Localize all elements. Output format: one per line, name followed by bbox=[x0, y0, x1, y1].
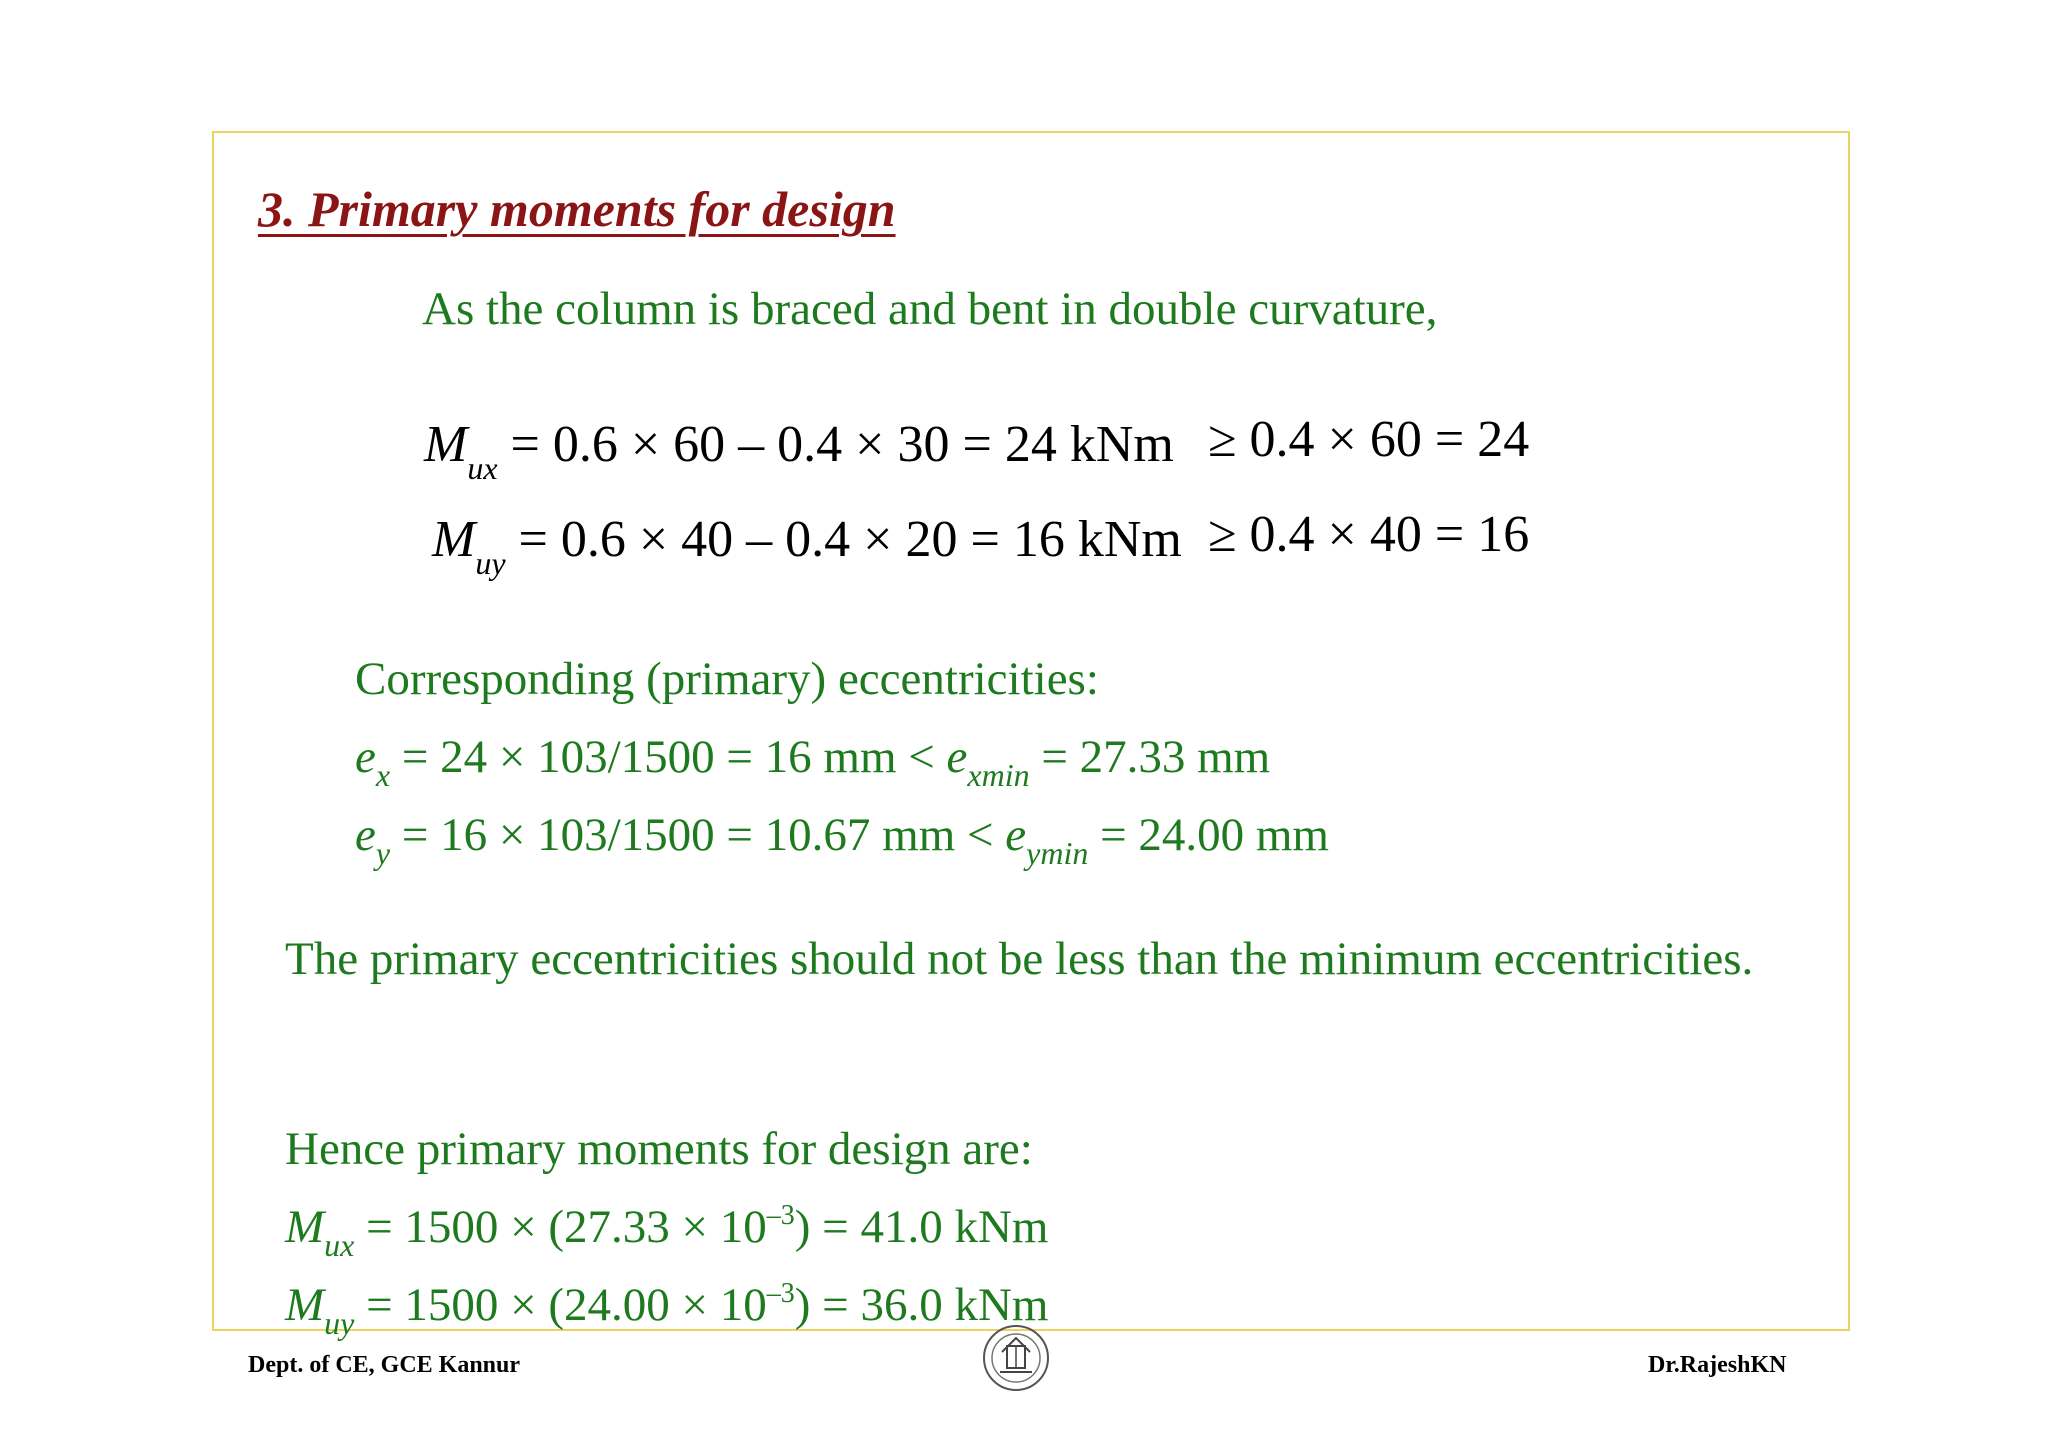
muy-subscript: uy bbox=[475, 545, 506, 581]
mux-expression: = 0.6 × 60 – 0.4 × 30 = 24 kNm bbox=[510, 416, 1174, 473]
mux-check: ≥ 0.4 × 60 = 24 bbox=[1208, 411, 1530, 468]
exmin-sub: xmin bbox=[967, 757, 1030, 793]
ey-var: e bbox=[355, 809, 376, 861]
ey-expr: = 16 × 103/1500 = 10.67 mm < bbox=[390, 809, 1006, 861]
design-mux-expr-a: = 1500 × (27.33 × 10 bbox=[354, 1201, 767, 1253]
equation-mux bbox=[424, 415, 1174, 487]
mux-subscript: ux bbox=[467, 450, 498, 486]
design-muy-expr-a: = 1500 × (24.00 × 10 bbox=[354, 1279, 767, 1331]
eymin-expr: = 24.00 mm bbox=[1088, 809, 1329, 861]
mux-symbol: M bbox=[424, 416, 468, 473]
footer-author: Dr.RajeshKN bbox=[1648, 1352, 1787, 1378]
slide-heading: 3. Primary moments for design bbox=[258, 181, 896, 237]
ex-line bbox=[355, 730, 1270, 794]
muy-symbol: M bbox=[432, 511, 476, 568]
muy-check: ≥ 0.4 × 40 = 16 bbox=[1208, 506, 1530, 563]
ey-line bbox=[355, 808, 1329, 872]
design-mux-exp: –3 bbox=[766, 1200, 795, 1231]
exmin-expr: = 27.33 mm bbox=[1029, 731, 1271, 783]
footer-department: Dept. of CE, GCE Kannur bbox=[248, 1352, 521, 1378]
ey-sub: y bbox=[375, 835, 391, 871]
ex-var: e bbox=[355, 731, 376, 783]
design-muy-line bbox=[285, 1278, 1048, 1342]
exmin-var: e bbox=[946, 731, 968, 783]
design-mux-var: M bbox=[285, 1201, 325, 1253]
intro-text: As the column is braced and bent in double curvature, bbox=[422, 283, 1438, 335]
design-mux-expr-b: ) = 41.0 kNm bbox=[794, 1201, 1049, 1253]
muy-expression: = 0.6 × 40 – 0.4 × 20 = 16 kNm bbox=[518, 511, 1182, 568]
design-muy-exp: –3 bbox=[766, 1278, 795, 1309]
college-emblem-icon bbox=[980, 1322, 1052, 1394]
eccentricities-label: Corresponding (primary) eccentricities: bbox=[355, 653, 1099, 705]
design-muy-var: M bbox=[285, 1279, 325, 1331]
eymin-var: e bbox=[1005, 809, 1027, 861]
eymin-sub: ymin bbox=[1026, 835, 1089, 871]
equation-muy bbox=[432, 510, 1182, 582]
statement-text: The primary eccentricities should not be less than the minimum eccentricities. bbox=[285, 933, 1754, 985]
design-label: Hence primary moments for design are: bbox=[285, 1123, 1033, 1175]
design-mux-sub: ux bbox=[324, 1227, 355, 1263]
design-muy-sub: uy bbox=[324, 1305, 355, 1341]
ex-expr: = 24 × 103/1500 = 16 mm < bbox=[390, 731, 947, 783]
ex-sub: x bbox=[375, 757, 391, 793]
design-mux-line bbox=[285, 1200, 1048, 1264]
design-muy-expr-b: ) = 36.0 kNm bbox=[794, 1279, 1049, 1331]
